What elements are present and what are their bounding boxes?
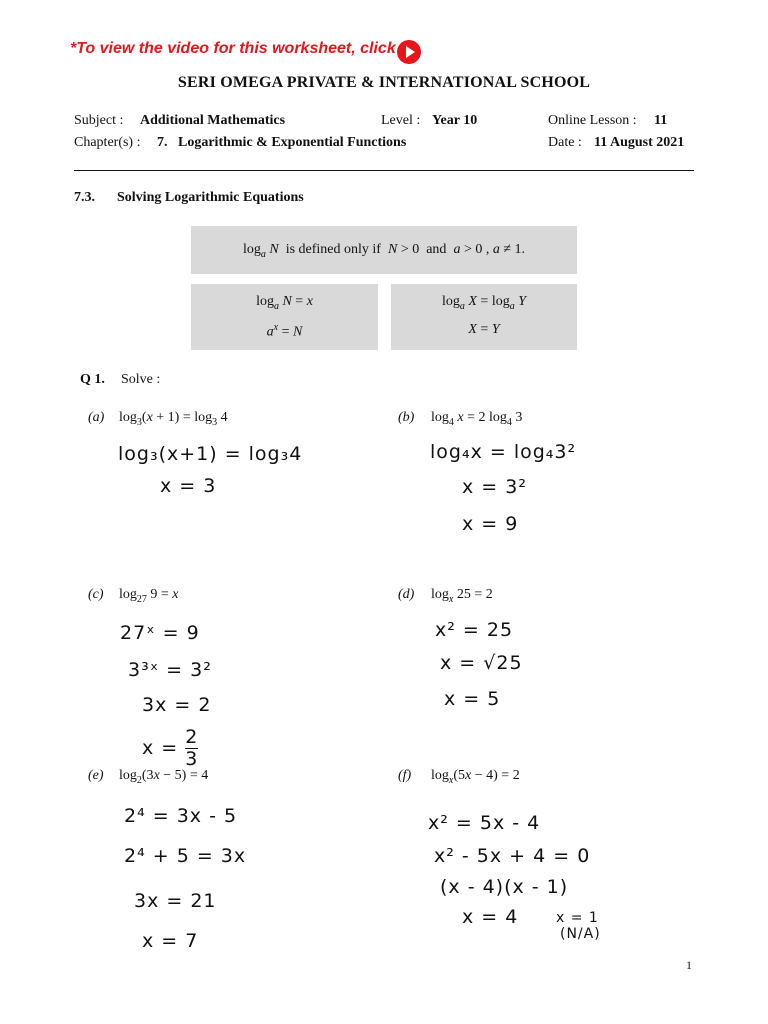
law-right-line1: $\log_a X = \log_a Y$ xyxy=(441,294,527,312)
video-link-text[interactable]: *To view the video for this worksheet, click xyxy=(70,40,396,57)
level-label: Level : xyxy=(381,113,421,128)
part-c-label: (c) xyxy=(88,587,104,602)
part-c-fraction: $\frac{2}{3}$ xyxy=(185,726,199,770)
part-f-work-line: x = 4 xyxy=(462,906,519,928)
part-e-work-line: x = 7 xyxy=(142,930,199,952)
part-d-equation: $\log_x 25 = 2$ xyxy=(431,587,493,605)
part-b-label: (b) xyxy=(398,410,415,425)
part-b-work-line: log₄x = log₄3² xyxy=(430,441,577,463)
part-b-work-line: x = 3² xyxy=(462,476,527,498)
part-a-label: (a) xyxy=(88,410,105,425)
part-e-work-line: 2⁴ + 5 = 3x xyxy=(124,845,247,867)
law-left-line1: $\log_a N = x$ xyxy=(256,294,313,312)
page-number: 1 xyxy=(686,958,692,972)
part-c-work-line: 27ˣ = 9 xyxy=(120,622,200,644)
subject-label: Subject : xyxy=(74,113,124,128)
part-e-work-line: 3x = 21 xyxy=(134,890,217,912)
part-f-work-line: (x - 4)(x - 1) xyxy=(440,876,569,898)
part-e-equation: $\log_2(3x - 5) = 4$ xyxy=(119,768,209,786)
definition-formula: $\log_a N$ is defined only if N > 0 and a > 0 , a ≠ 1. xyxy=(242,242,526,260)
part-d-work-line: x = √25 xyxy=(440,652,523,674)
part-c-work-line: 3x = 2 xyxy=(142,694,212,716)
part-e-label: (e) xyxy=(88,768,104,783)
section-heading: 7.3. Solving Logarithmic Equations xyxy=(74,190,304,205)
lesson-value: 11 xyxy=(654,113,668,128)
part-f-work-line: x² = 5x - 4 xyxy=(428,812,541,834)
part-c-equation: $\log_{27} 9 = x$ xyxy=(119,587,179,605)
part-d-work-line: x² = 25 xyxy=(435,619,514,641)
chapter-label: Chapter(s) : xyxy=(74,135,141,150)
part-d-work-line: x = 5 xyxy=(444,688,501,710)
part-c-work-line: x = $\frac{2}{3}$ xyxy=(142,726,199,770)
play-icon xyxy=(397,40,421,64)
lesson-label: Online Lesson : xyxy=(548,113,637,128)
question-number: Q 1. xyxy=(80,372,105,387)
question-instruction: Solve : xyxy=(121,372,161,387)
part-b-work-line: x = 9 xyxy=(462,513,519,535)
part-a-work-line: log₃(x+1) = log₃4 xyxy=(118,443,303,465)
play-video-button[interactable] xyxy=(397,40,421,64)
law-right-line2: X = Y xyxy=(468,322,500,337)
part-f-work-line: x = 1 xyxy=(556,910,599,926)
part-f-equation: $\log_x(5x - 4) = 2$ xyxy=(431,768,520,786)
law-left-line2: $a^x = N$ xyxy=(266,322,303,340)
part-f-work-line: x² - 5x + 4 = 0 xyxy=(434,845,591,867)
part-f-label: (f) xyxy=(398,768,412,783)
subject-value: Additional Mathematics xyxy=(140,113,286,128)
part-d-label: (d) xyxy=(398,587,415,602)
school-name: SERI OMEGA PRIVATE & INTERNATIONAL SCHOOL xyxy=(177,74,591,91)
level-value: Year 10 xyxy=(432,113,478,128)
date-value: 11 August 2021 xyxy=(594,135,685,150)
header-divider xyxy=(74,170,694,171)
part-e-work-line: 2⁴ = 3x - 5 xyxy=(124,805,238,827)
chapter-value: 7. Logarithmic & Exponential Functions xyxy=(157,135,407,150)
part-f-work-line: (N/A) xyxy=(560,926,601,942)
part-b-equation: $\log_4 x = 2$ $\log_4 3$ xyxy=(431,410,523,428)
part-a-work-line: x = 3 xyxy=(160,475,217,497)
part-c-work-line: 3³ˣ = 3² xyxy=(128,659,212,681)
part-a-equation: $\log_3(x + 1) = \log_3 4$ xyxy=(119,410,228,428)
date-label: Date : xyxy=(548,135,582,150)
